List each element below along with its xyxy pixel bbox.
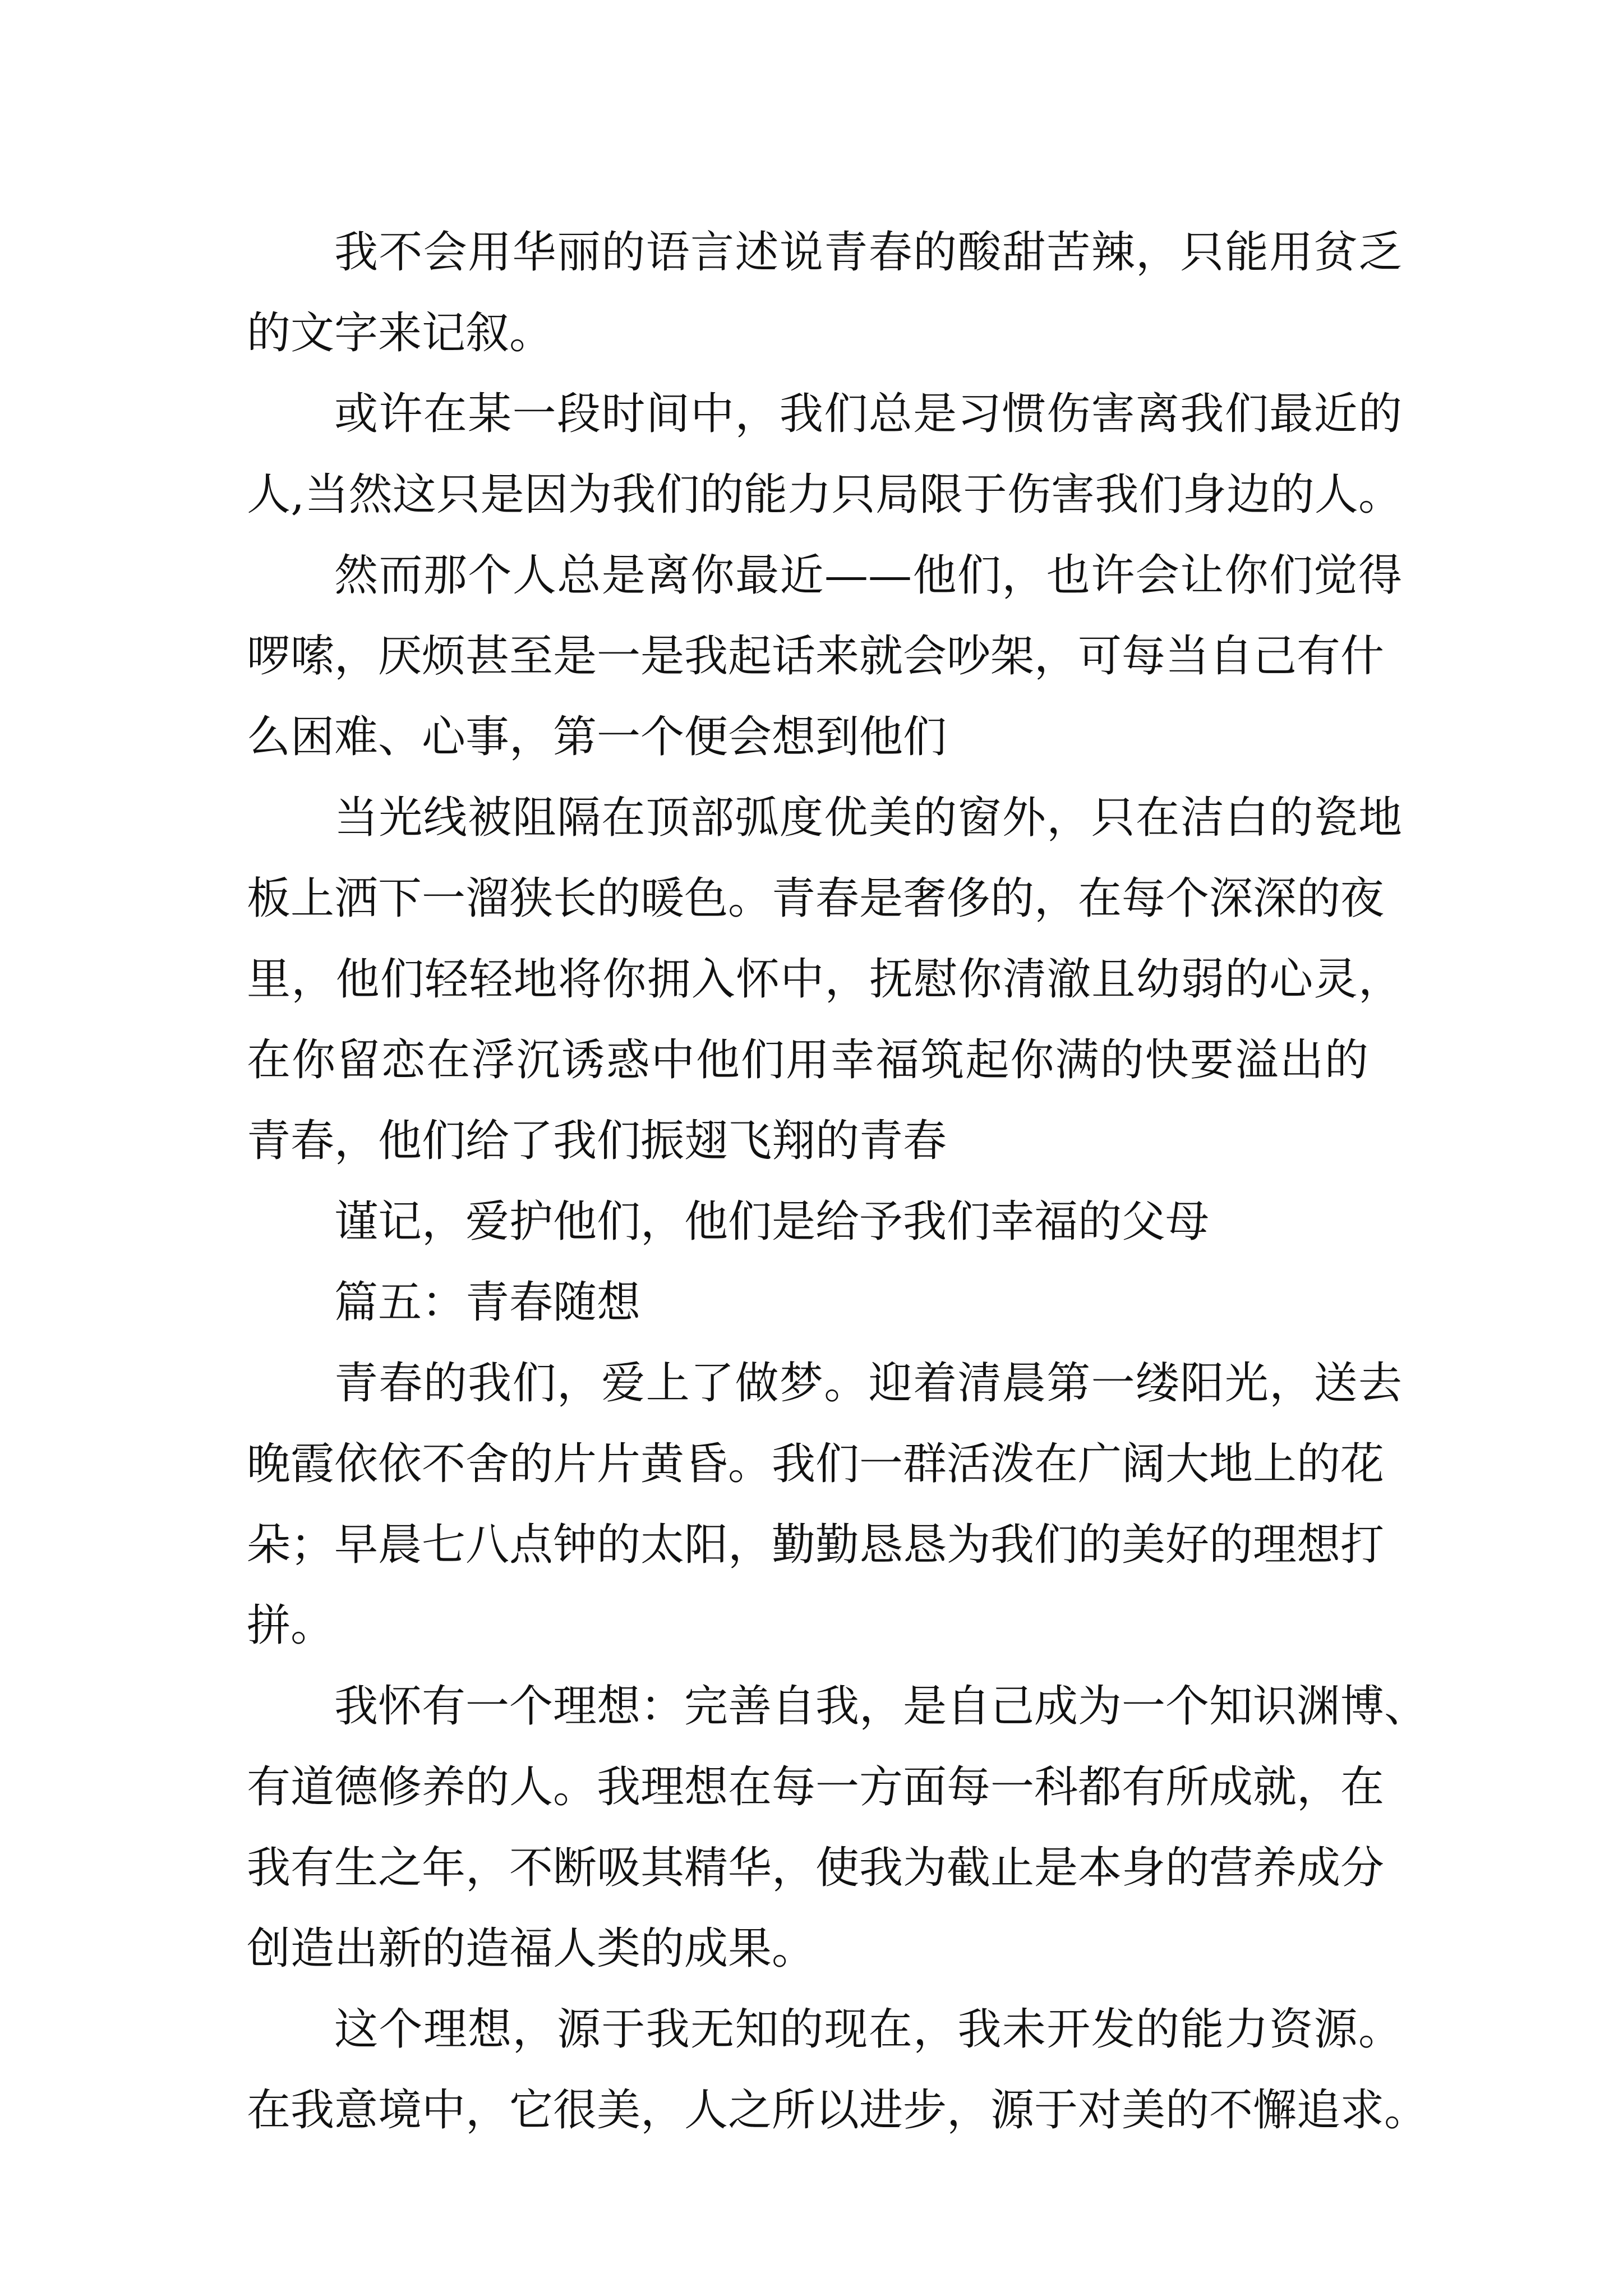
- line-text: 么困难、心事，第一个便会想到他们: [247, 712, 947, 762]
- line-text: 青春的我们，爱上了做梦。迎着清晨第一缕阳光，送去: [334, 1358, 1402, 1409]
- text-line: [247, 1101, 1402, 1181]
- line-text: 青春，他们给了我们振翅飞翔的青春: [247, 1116, 947, 1166]
- line-text: 这个理想，源于我无知的现在，我未开发的能力资源。: [334, 2004, 1402, 2055]
- line-text: 朵；早晨七八点钟的太阳，勤勤恳恳为我们的美好的理想打: [247, 1520, 1385, 1570]
- section-heading: [247, 1262, 1402, 1343]
- line-text: 在我意境中，它很美，人之所以进步，源于对美的不懈追求。: [247, 2085, 1428, 2136]
- text-line: [247, 616, 1402, 697]
- text-line: [247, 1181, 1402, 1262]
- text-line: [247, 293, 1402, 374]
- line-text: 拼。: [247, 1600, 335, 1651]
- text-line: [247, 2070, 1428, 2151]
- text-line: [247, 1343, 1402, 1424]
- line-text: 我有生之年，不断吸其精华，使我为截止是本身的营养成分: [247, 1843, 1385, 1893]
- text-line: [247, 1908, 1402, 1989]
- text-line: [247, 1020, 1402, 1101]
- text-line: [247, 1747, 1402, 1828]
- line-text: 当光线被阻隔在顶部弧度优美的窗外，只在洁白的瓷地: [334, 793, 1402, 843]
- line-text: 我怀有一个理想：完善自我，是自己成为一个知识渊博、: [334, 1681, 1428, 1732]
- text-line: [247, 777, 1402, 858]
- line-text: 谨记，爱护他们，他们是给予我们幸福的父母: [334, 1197, 1210, 1247]
- text-line: [247, 858, 1402, 939]
- text-line: [247, 1585, 1402, 1666]
- line-text: 啰嗦，厌烦甚至是一是我起话来就会吵架，可每当自己有什: [247, 631, 1385, 682]
- text-line: [247, 939, 1402, 1020]
- text-line: [247, 212, 1402, 293]
- line-text: 创造出新的造福人类的成果。: [247, 1924, 816, 1974]
- text-line: [247, 1424, 1402, 1504]
- document-body: [247, 212, 1428, 2151]
- text-line: [247, 454, 1402, 535]
- line-text: 有道德修养的人。我理想在每一方面每一科都有所成就，在: [247, 1762, 1385, 1812]
- line-text: 的文字来记叙。: [247, 308, 554, 358]
- text-line: [247, 1666, 1428, 1747]
- text-line: [247, 1989, 1402, 2070]
- line-text: 人,当然这只是因为我们的能力只局限于伤害我们身边的人。: [247, 470, 1402, 520]
- line-text: 板上洒下一溜狭长的暖色。青春是奢侈的，在每个深深的夜: [247, 873, 1385, 924]
- text-line: [247, 374, 1402, 454]
- text-line: [247, 1504, 1402, 1585]
- line-text: 然而那个人总是离你最近——他们，也许会让你们觉得: [334, 550, 1402, 601]
- line-text: 或许在某一段时间中，我们总是习惯伤害离我们最近的: [334, 389, 1402, 439]
- text-line: [247, 697, 1402, 777]
- text-line: [247, 1828, 1402, 1908]
- line-text: 里，他们轻轻地将你拥入怀中，抚慰你清澈且幼弱的心灵，: [247, 954, 1402, 1005]
- line-text: 晚霞依依不舍的片片黄昏。我们一群活泼在广阔大地上的花: [247, 1439, 1385, 1489]
- section-heading-text: 篇五：青春随想: [334, 1277, 641, 1328]
- line-text: 我不会用华丽的语言述说青春的酸甜苦辣，只能用贫乏: [334, 227, 1402, 278]
- text-line: [247, 535, 1402, 616]
- line-text: 在你留恋在浮沉诱惑中他们用幸福筑起你满的快要溢出的: [247, 1035, 1368, 1085]
